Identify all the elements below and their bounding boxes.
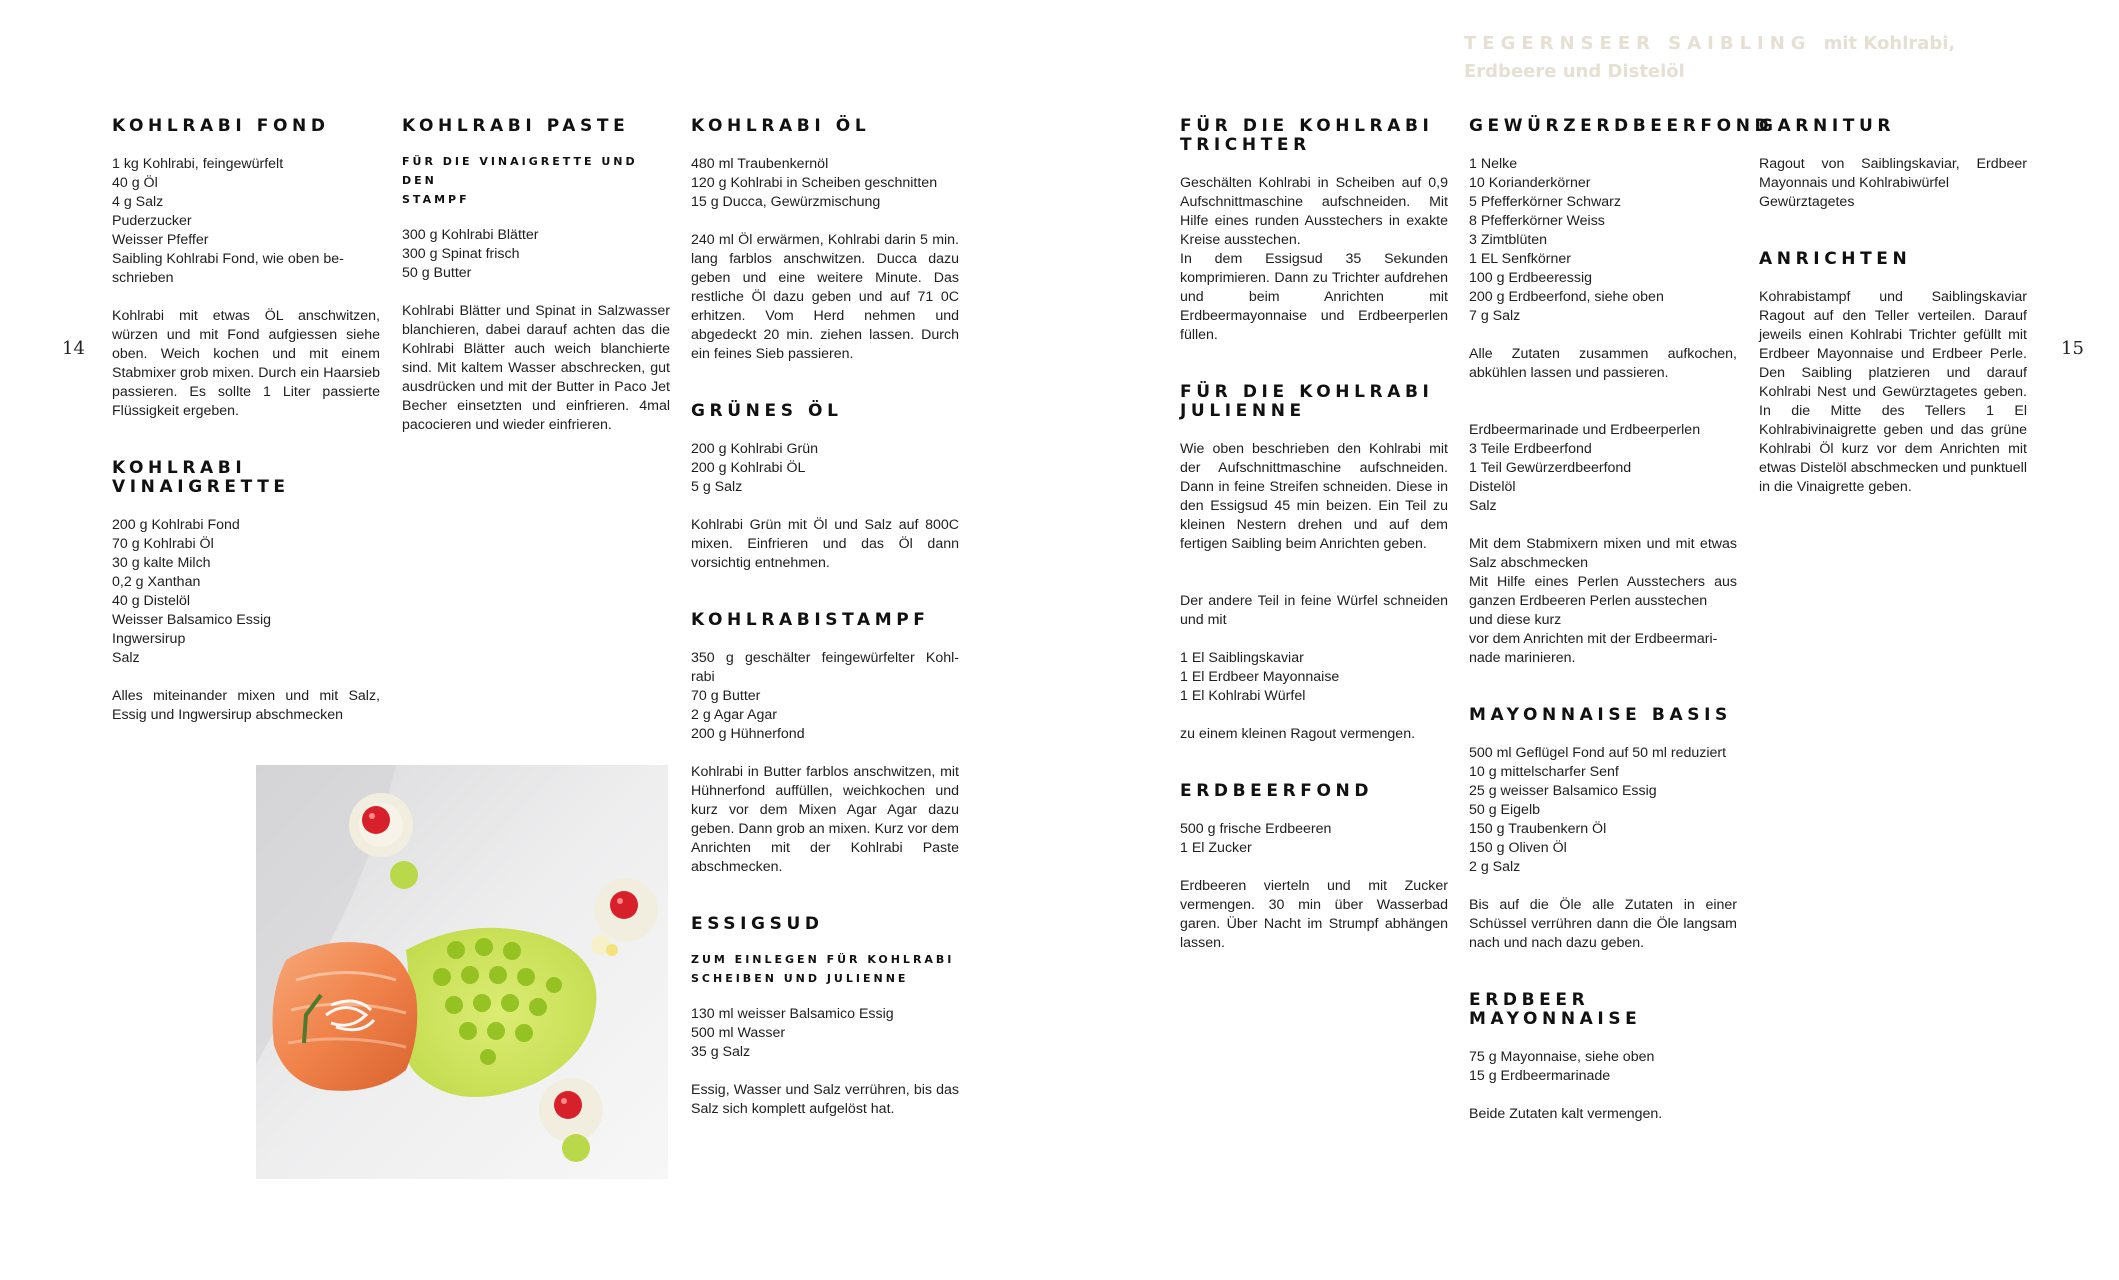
- ingredient-line: 3 Zimtblüten: [1469, 232, 1548, 248]
- ingredient-line: 10 Korianderkörner: [1469, 175, 1591, 191]
- ingredient-line: schrieben: [112, 270, 174, 286]
- ingredients-erdbeer-mayonnaise: [1469, 1048, 1737, 1086]
- ingredient-line: 200 g Hühnerfond: [691, 726, 805, 742]
- method-gruenes-oel: Kohlrabi Grün mit Öl und Salz auf 800C mixen. Einfrieren und das Öl dann vorsichtig entnehmen.: [691, 517, 959, 571]
- ingredient-line: Salz: [112, 650, 140, 666]
- ingredients-erdbeerfond: [1180, 820, 1448, 858]
- ingredient-line: 350 g geschälter feingewürfelter Kohl-: [691, 650, 959, 666]
- column-3: [691, 117, 959, 1119]
- ingredient-line: 2 g Agar Agar: [691, 707, 777, 723]
- ingredient-line: 2 g Salz: [1469, 859, 1521, 875]
- ingredients-gewuerzerdbeerfond: [1469, 155, 1737, 326]
- ingredient-line: 50 g Butter: [402, 265, 472, 281]
- ingredient-line: 50 g Eigelb: [1469, 802, 1540, 818]
- subtitle-kohlrabi-paste: [402, 152, 670, 209]
- column-6: [1759, 117, 2027, 497]
- ingredient-line: rabi: [691, 669, 715, 685]
- ingredients-erdbeermarinade: [1469, 421, 1737, 516]
- ingredient-line: 1 kg Kohlrabi, feingewürfelt: [112, 156, 284, 172]
- ingredient-line: Gewürztagetes: [1759, 194, 1855, 210]
- ingredient-line: Saibling Kohlrabi Fond, wie oben be-: [112, 251, 344, 267]
- ingredient-line: 100 g Erdbeeressig: [1469, 270, 1593, 286]
- ingredient-line: 7 g Salz: [1469, 308, 1521, 324]
- ingredient-line: 300 g Spinat frisch: [402, 246, 520, 262]
- ingredient-line: und diese kurz: [1469, 612, 1562, 628]
- ingredient-line: Weisser Pfeffer: [112, 232, 209, 248]
- ingredients-garnitur: [1759, 193, 2027, 212]
- ingredient-line: Puderzucker: [112, 213, 192, 229]
- ingredient-line: 30 g kalte Milch: [112, 555, 211, 571]
- method-mayonnaise-basis: Bis auf die Öle alle Zutaten in einer Schüssel verrühren dann die Öle langsam nach und nach dazu geben.: [1469, 897, 1737, 951]
- method-kohlrabi-paste: Kohlrabi Blätter und Spinat in Salzwasser blanchieren, dabei darauf achten das die Kohlrabi Blätter auch weich blanchierte sind. Mit kaltem Wasser abschrecken, gut ausdrücken und mit der Butter in Paco Jet Becher einsetzten und einfrieren. 4mal pacocieren und wieder einfrieren.: [402, 303, 670, 433]
- ingredient-line: 1 El Erdbeer Mayonnaise: [1180, 669, 1340, 685]
- section-title-kohlrabi-fond: KOHLRABI FOND: [112, 116, 330, 136]
- ingredients-julienne: [1180, 649, 1448, 706]
- section-title-erdbeerfond: ERDBEERFOND: [1180, 781, 1374, 801]
- ingredient-line: 70 g Kohlrabi Öl: [112, 536, 214, 552]
- ingredient-line: Distelöl: [1469, 479, 1516, 495]
- column-1: [112, 117, 380, 725]
- ingredient-line: 25 g weisser Balsamico Essig: [1469, 783, 1657, 799]
- dish-photo: [256, 765, 668, 1179]
- ingredient-line: 500 g frische Erdbeeren: [1180, 821, 1332, 837]
- section-title-julienne: [1180, 383, 1448, 421]
- method-erdbeermarinade: Mit dem Stabmixern mixen und mit etwas Salz abschmecken: [1469, 536, 1737, 571]
- method-erdbeerfond: Erdbeeren vierteln und mit Zucker vermengen. 30 min über Wasserbad garen. Über Nacht im Strumpf abhängen lassen.: [1180, 878, 1448, 951]
- ingredient-line: 200 g Erdbeerfond, siehe oben: [1469, 289, 1664, 305]
- section-title-anrichten: ANRICHTEN: [1759, 249, 1912, 269]
- recipe-header: [1464, 30, 2024, 86]
- ingredient-line: 1 El Kohlrabi Würfel: [1180, 688, 1306, 704]
- column-4: [1180, 117, 1448, 953]
- section-title-line: FÜR DIE KOHLRABI: [1180, 382, 1434, 402]
- page-number-right: 15: [2061, 338, 2084, 359]
- ingredient-line: Salz: [1469, 498, 1497, 514]
- ingredient-line: 1 Teil Gewürzerdbeerfond: [1469, 460, 1632, 476]
- subtitle-line: FÜR DIE VINAIGRETTE UND DEN: [402, 155, 638, 187]
- ingredient-line: 75 g Mayonnaise, siehe oben: [1469, 1049, 1655, 1065]
- method-kohlrabi-vinaigrette: Alles miteinander mixen und mit Salz, Essig und Ingwersirup abschmecken: [112, 688, 380, 723]
- method-kohlrabi-oel: 240 ml Öl erwärmen, Kohlrabi darin 5 min. lang farblos anschwitzen. Ducca dazu geben und eine weitere Minute. Das restliche Öl dazu geben und auf 71 0C erhitzen. Vom Herd nehmen und abgedeckt 20 min. ziehen lassen. Durch ein feines Sieb passieren.: [691, 232, 959, 362]
- section-title-line: FÜR DIE KOHLRABI: [1180, 116, 1434, 136]
- section-title-kohlrabi-paste: KOHLRABI PASTE: [402, 116, 630, 136]
- method-kohlrabistampf: Kohlrabi in Butter farblos anschwitzen, mit Hühnerfond auffüllen, weichkochen und kurz vor dem Mixen Agar Agar dazu geben. Dann grob an mixen. Kurz vor dem Anrichten mit der Kohlrabi Paste abschmecken.: [691, 764, 959, 875]
- method-erdbeermarinade-2: Mit Hilfe eines Perlen Ausstechers aus ganzen Erdbeeren Perlen ausstechen: [1469, 574, 1737, 609]
- subtitle-line: SCHEIBEN UND JULIENNE: [691, 972, 909, 985]
- ingredients-gruenes-oel: [691, 440, 959, 497]
- subtitle-line: STAMPF: [402, 193, 470, 206]
- ingredient-line: Weisser Balsamico Essig: [112, 612, 271, 628]
- ingredient-line: Erdbeermarinade und Erdbeerperlen: [1469, 422, 1701, 438]
- section-title-essigsud: ESSIGSUD: [691, 914, 824, 934]
- column-5: [1469, 116, 1774, 1124]
- section-title-garnitur: GARNITUR: [1759, 116, 1896, 136]
- section-title-kohlrabi-oel: KOHLRABI ÖL: [691, 116, 871, 136]
- ingredient-line: 8 Pfefferkörner Weiss: [1469, 213, 1605, 229]
- ingredient-line: 500 ml Wasser: [691, 1025, 786, 1041]
- method-essigsud: Essig, Wasser und Salz verrühren, bis das Salz sich komplett aufgelöst hat.: [691, 1082, 959, 1117]
- subtitle-line: ZUM EINLEGEN FÜR KOHLRABI: [691, 953, 955, 966]
- method-anrichten: Kohrabistampf und Saiblingskaviar Ragout auf den Teller verteilen. Darauf jeweils einen Kohlrabi Trichter gefüllt mit Erdbeer Mayonnaise und Erdbeer Perle. Den Saibling platzieren und darauf Kohlrabi Nest und Gewürztagetes geben. In die Mitte des Tellers 1 El Kohlrabivinaigrette geben und das grüne Kohlrabi Öl kurz vor dem Anrichten mit etwas Distelöl abschmecken und punktuell in die Vinaigrette geben.: [1759, 289, 2027, 495]
- method-erdbeer-mayonnaise: Beide Zutaten kalt vermengen.: [1469, 1106, 1663, 1122]
- ingredients-kohlrabi-fond: [112, 155, 380, 288]
- column-2: [402, 117, 670, 435]
- section-title-gruenes-oel: GRÜNES ÖL: [691, 401, 843, 421]
- ingredient-line: 480 ml Traubenkernöl: [691, 156, 829, 172]
- ingredient-line: 150 g Oliven Öl: [1469, 840, 1567, 856]
- method-gewuerzerdbeerfond: Alle Zutaten zusammen aufkochen, abkühlen lassen und passieren.: [1469, 346, 1737, 381]
- ingredient-line: 1 El Zucker: [1180, 840, 1252, 856]
- ingredients-mayonnaise-basis: [1469, 744, 1737, 877]
- ingredient-line: nade marinieren.: [1469, 650, 1576, 666]
- ingredient-line: 1 Nelke: [1469, 156, 1518, 172]
- section-title-mayonnaise-basis: MAYONNAISE BASIS: [1469, 705, 1732, 725]
- section-title-kohlrabi-vinaigrette: [112, 459, 380, 497]
- method-erdbeermarinade-3: [1469, 611, 1737, 668]
- method-trichter: Geschälten Kohlrabi in Scheiben auf 0,9 Aufschnittmaschine aufschneiden. Mit Hilfe eines runden Ausstechers in exakte Kreise ausstechen.: [1180, 175, 1448, 248]
- section-title-kohlrabistampf: KOHLRABISTAMPF: [691, 610, 930, 630]
- ingredients-essigsud: [691, 1005, 959, 1062]
- ingredient-line: 70 g Butter: [691, 688, 761, 704]
- section-title-line: VINAIGRETTE: [112, 477, 290, 497]
- ingredients-kohlrabi-vinaigrette: [112, 516, 380, 668]
- ingredient-line: 1 El Saiblingskaviar: [1180, 650, 1304, 666]
- section-title-line: KOHLRABI: [112, 458, 247, 478]
- ingredient-line: 35 g Salz: [691, 1044, 751, 1060]
- ingredient-line: 5 Pfefferkörner Schwarz: [1469, 194, 1621, 210]
- ingredient-line: 40 g Distelöl: [112, 593, 191, 609]
- ingredients-kohlrabi-paste: [402, 226, 670, 283]
- ingredient-line: 40 g Öl: [112, 175, 158, 191]
- method-julienne: Wie oben beschrieben den Kohlrabi mit der Aufschnittmaschine aufschneiden. Dann in feine Streifen schneiden. Diese in den Essigsud 45 min beizen. Ein Teil zu kleinen Nestern drehen und auf dem fertigen Saibling beim Anrichten geben.: [1180, 441, 1448, 552]
- page-number-left: 14: [62, 338, 85, 359]
- method-kohlrabi-fond: Kohlrabi mit etwas ÖL anschwitzen, würzen und mit Fond aufgiessen siehe oben. Weich kochen und mit einem Stabmixer grob mixen. Durch ein Haarsieb passieren. Es sollte 1 Liter passierte Flüssigkeit ergeben.: [112, 308, 380, 419]
- ingredient-line: 120 g Kohlrabi in Scheiben geschnitten: [691, 175, 938, 191]
- ingredient-line: 130 ml weisser Balsamico Essig: [691, 1006, 894, 1022]
- ingredients-kohlrabi-oel: [691, 155, 959, 212]
- section-title-line: TRICHTER: [1180, 135, 1311, 155]
- method-garnitur: Ragout von Saiblingskaviar, Erdbeer Mayonnais und Kohlrabiwürfel: [1759, 156, 2027, 191]
- ingredient-line: 150 g Traubenkern Öl: [1469, 821, 1607, 837]
- subtitle-essigsud: [691, 950, 959, 988]
- ingredient-line: Ingwersirup: [112, 631, 186, 647]
- ingredient-line: 3 Teile Erdbeerfond: [1469, 441, 1592, 457]
- section-title-erdbeer-mayonnaise: ERDBEER MAYONNAISE: [1469, 990, 1642, 1029]
- section-title-gewuerzerdbeerfond: GEWÜRZERDBEERFOND: [1469, 116, 1774, 136]
- ingredient-line: vor dem Anrichten mit der Erdbeermari-: [1469, 631, 1718, 647]
- ingredient-line: 1 EL Senfkörner: [1469, 251, 1571, 267]
- method-trichter-2: In dem Essigsud 35 Sekunden komprimieren. Dann zu Trichter aufdrehen und beim Anrichten mit Erdbeermayonnaise und Erdbeerperlen füllen.: [1180, 251, 1448, 343]
- ingredient-line: 15 g Erdbeermarinade: [1469, 1068, 1611, 1084]
- method-julienne-3: zu einem kleinen Ragout vermengen.: [1180, 726, 1416, 742]
- ingredient-line: 500 ml Geflügel Fond auf 50 ml reduziert: [1469, 745, 1727, 761]
- section-title-trichter: [1180, 117, 1448, 155]
- ingredients-kohlrabistampf: [691, 668, 959, 744]
- section-title-line: JULIENNE: [1180, 401, 1306, 421]
- recipe-name: TEGERNSEER SAIBLING: [1464, 33, 1812, 54]
- ingredient-line: 10 g mittelscharfer Senf: [1469, 764, 1619, 780]
- ingredient-line: 15 g Ducca, Gewürzmischung: [691, 194, 881, 210]
- ingredient-line: 200 g Kohlrabi ÖL: [691, 460, 806, 476]
- ingredient-line: 4 g Salz: [112, 194, 164, 210]
- ingredient-line: 200 g Kohlrabi Grün: [691, 441, 818, 457]
- ingredient-line: 200 g Kohlrabi Fond: [112, 517, 240, 533]
- method-julienne-2: Der andere Teil in feine Würfel schneiden und mit: [1180, 593, 1448, 628]
- recipe-subtitle: mit Kohlrabi, Erdbeere und Distelöl: [1464, 33, 1956, 82]
- ingredient-line: 5 g Salz: [691, 479, 743, 495]
- ingredient-line: 300 g Kohlrabi Blätter: [402, 227, 539, 243]
- ingredient-line: 0,2 g Xanthan: [112, 574, 201, 590]
